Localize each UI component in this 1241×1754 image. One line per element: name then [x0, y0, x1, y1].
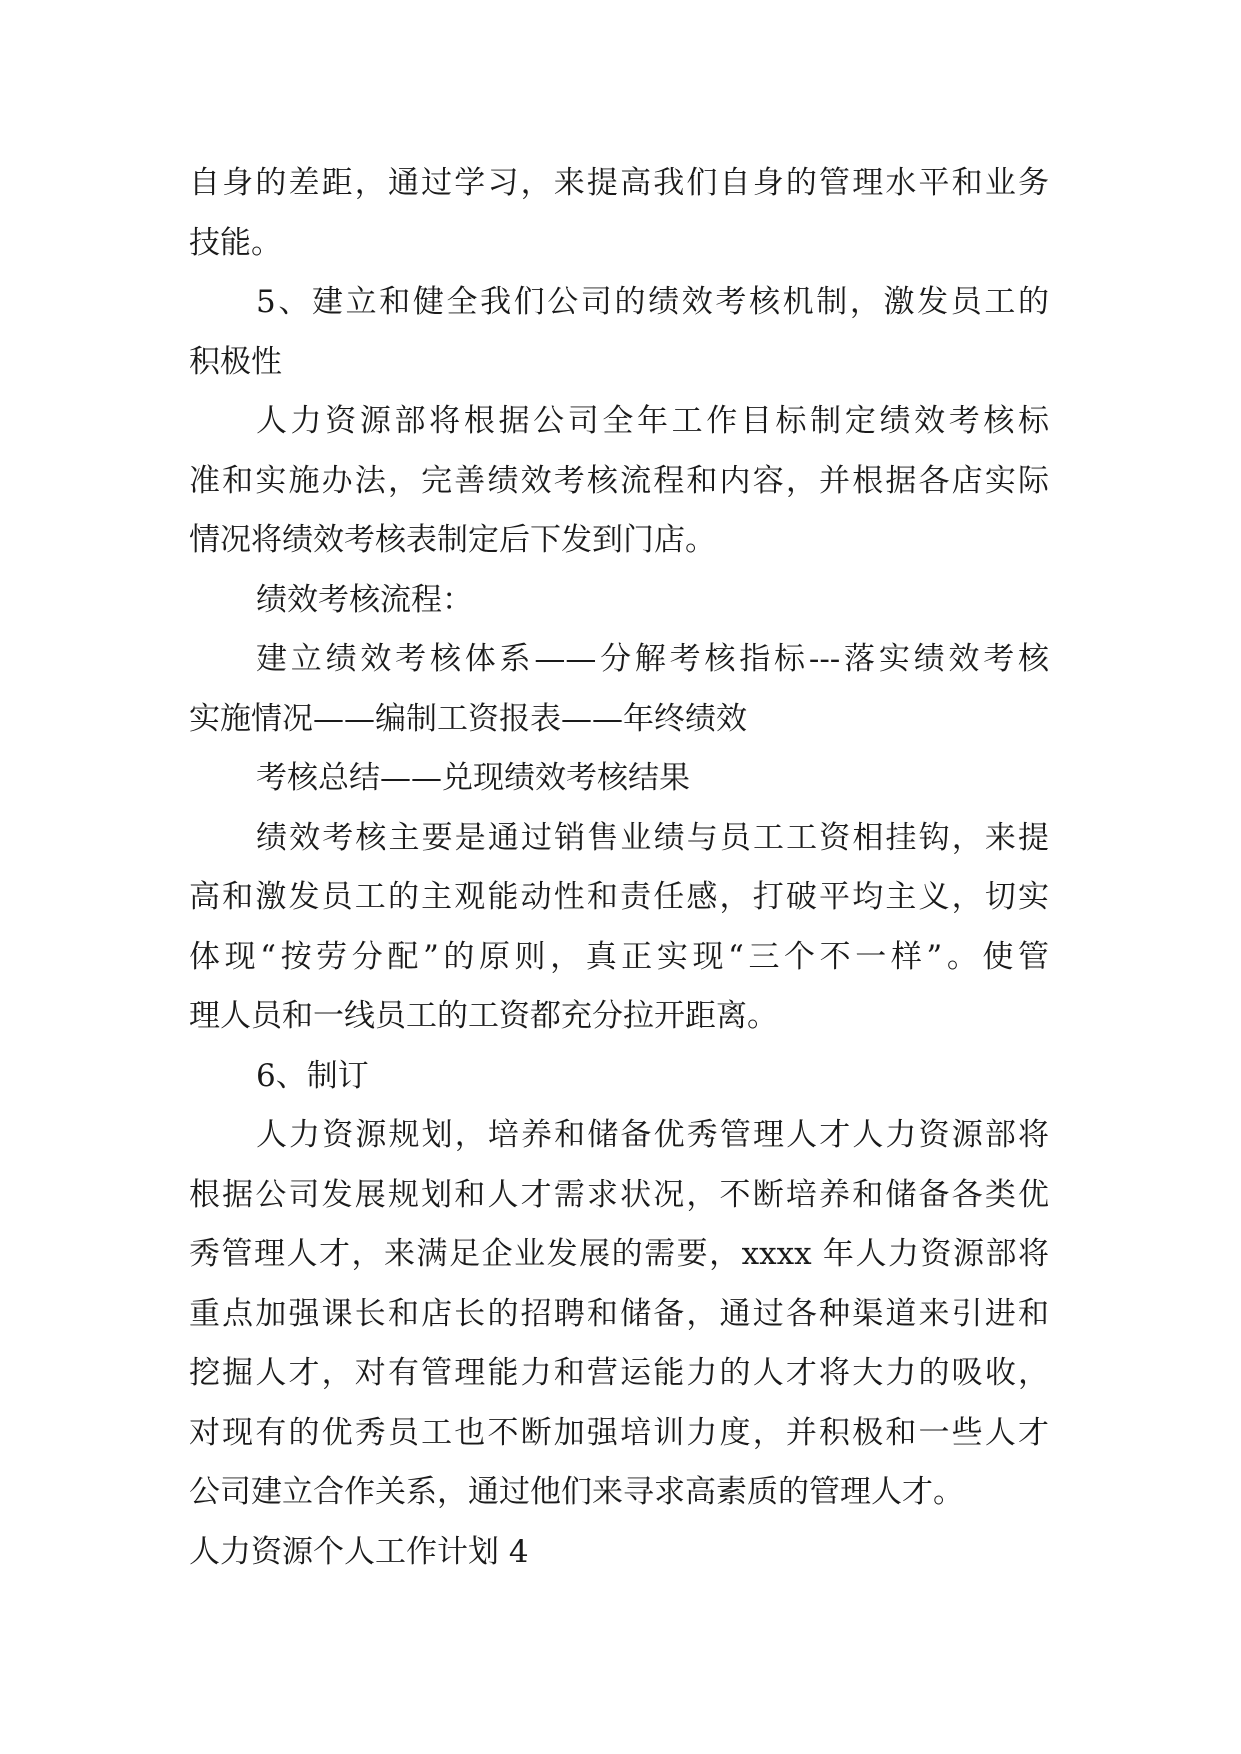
- text-line: 绩效考核主要是通过销售业绩与员工工资相挂钩，来提: [256, 819, 1049, 856]
- text-line: 人力资源规划，培养和储备优秀管理人才人力资源部将: [256, 1117, 1049, 1153]
- text-line: 准和实施办法，完善绩效考核流程和内容，并根据各店实际: [189, 462, 1049, 499]
- text-line: 5、建立和健全我们公司的绩效考核机制，激发员工的: [256, 284, 1049, 320]
- text-line: 情况将绩效考核表制定后下发到门店。: [189, 522, 716, 558]
- text-line: 自身的差距，通过学习，来提高我们自身的管理水平和业务: [189, 165, 1049, 201]
- document-body: [189, 154, 1049, 1582]
- text-line: 积极性: [189, 343, 282, 380]
- text-line: 理人员和一线员工的工资都充分拉开距离。: [189, 998, 778, 1034]
- text-line: 对现有的优秀员工也不断加强培训力度，并积极和一些人才: [189, 1414, 1049, 1451]
- text-line: 6、制订: [256, 1057, 369, 1094]
- text-line: 根据公司发展规划和人才需求状况，不断培养和储备各类优: [189, 1176, 1049, 1213]
- text-line: 挖掘人才，对有管理能力和营运能力的人才将大力的吸收，: [189, 1355, 1049, 1391]
- text-line: 重点加强课长和店长的招聘和储备，通过各种渠道来引进和: [189, 1295, 1049, 1332]
- text-line: 秀管理人才，来满足企业发展的需要，xxxx 年人力资源部将: [189, 1236, 1049, 1272]
- text-line: 高和激发员工的主观能动性和责任感，打破平均主义，切实: [189, 879, 1049, 915]
- text-line: 人力资源个人工作计划 4: [189, 1533, 529, 1570]
- text-line: 绩效考核流程：: [256, 581, 473, 618]
- text-line: 体现“按劳分配”的原则，真正实现“三个不一样”。使管: [189, 938, 1049, 975]
- text-line: 考核总结——兑现绩效考核结果: [256, 760, 690, 796]
- text-line: 人力资源部将根据公司全年工作目标制定绩效考核标: [256, 403, 1049, 439]
- text-line: 公司建立合作关系，通过他们来寻求高素质的管理人才。: [189, 1474, 964, 1510]
- text-line: 实施情况——编制工资报表——年终绩效: [189, 700, 747, 737]
- text-line: 技能。: [189, 224, 282, 261]
- text-line: 建立绩效考核体系——分解考核指标---落实绩效考核: [256, 641, 1049, 677]
